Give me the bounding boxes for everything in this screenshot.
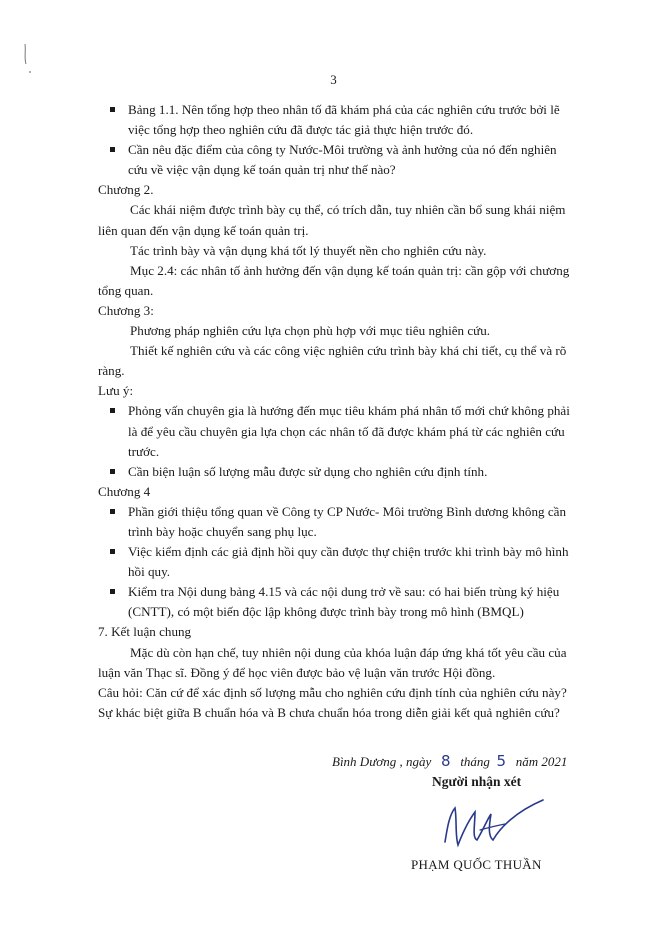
section-heading <box>98 482 603 502</box>
bullet-item <box>98 100 603 140</box>
text-line: liên quan đến vận dụng kế toán quản trị. <box>98 222 309 238</box>
date-month: 5 <box>496 752 506 770</box>
section-heading <box>98 381 603 401</box>
bullet-item <box>98 462 603 482</box>
text-line: trước. <box>128 443 160 459</box>
paragraph <box>98 241 603 261</box>
text-line: trình bày hoặc chuyển sang phụ lục. <box>128 523 317 539</box>
text-line: Phỏng vấn chuyên gia là hướng đến mục tiêu khám phá nhân tố mới chứ không phải <box>128 403 570 419</box>
text-line: Câu hỏi: Căn cứ để xác định số lượng mẫu cho nghiên cứu định tính của nghiên cứu này? <box>98 684 567 700</box>
text-line: hồi quy. <box>128 564 171 580</box>
text-line: Bảng 1.1. Nên tổng hợp theo nhân tố đã khám phá của các nghiên cứu trước bởi lẽ <box>128 102 560 117</box>
paragraph <box>98 261 603 301</box>
paragraph <box>98 341 603 381</box>
page-number: 3 <box>330 72 337 87</box>
text-line: Chương 3: <box>98 302 154 318</box>
reviewer-name: PHẠM QUỐC THUẦN <box>411 857 542 872</box>
date-day-label: , ngày <box>399 754 432 769</box>
text-line: là để yêu cầu chuyên gia lựa chọn các nhân tố đã được khám phá từ các nghiên cứu <box>128 423 565 439</box>
text-line: ràng. <box>98 363 125 379</box>
text-line: Cần nêu đặc điểm của công ty Nước-Môi trường và ảnh hưởng của nó đến nghiên <box>128 142 557 158</box>
section-heading <box>98 301 603 321</box>
text-line: Phần giới thiệu tổng quan về Công ty CP Nước- Môi trường Bình dương không cần <box>128 503 567 519</box>
date-place: Bình Dương <box>332 754 397 769</box>
paragraph <box>98 321 603 341</box>
scan-artifact-mark <box>22 42 34 76</box>
bullet-item <box>98 401 603 461</box>
text-line: tổng quan. <box>98 282 154 298</box>
bullet-square-icon <box>110 589 115 594</box>
text-line: 7. Kết luận chung <box>98 624 192 640</box>
paragraph <box>98 200 603 240</box>
text-line: Các khái niệm được trình bày cụ thể, có trích dẫn, tuy nhiên cần bổ sung khái niệm <box>130 202 566 218</box>
text-line: Chương 4 <box>98 483 151 499</box>
bullet-item <box>98 582 603 622</box>
text-line: việc tổng hợp theo nghiên cứu đã được tác giả thực hiện trước đó. <box>128 122 474 138</box>
text-line: Lưu ý: <box>98 383 134 399</box>
text-line: Tác trình bày và vận dụng khá tốt lý thuyết nền cho nghiên cứu này. <box>130 242 487 258</box>
date-day: 8 <box>441 752 451 770</box>
section-heading <box>98 622 603 642</box>
bullet-item <box>98 140 603 180</box>
bullet-item <box>98 542 603 582</box>
text-line: Phương pháp nghiên cứu lựa chọn phù hợp với mục tiêu nghiên cứu. <box>130 323 491 339</box>
signature-date <box>332 752 567 770</box>
text-line: Kiểm tra Nội dung bảng 4.15 và các nội dung trở về sau: có hai biến trùng ký hiệu <box>128 584 560 600</box>
date-month-label: tháng <box>460 754 490 769</box>
bullet-square-icon <box>110 408 115 413</box>
question-paragraph <box>98 683 603 723</box>
bullet-square-icon <box>110 147 115 152</box>
bullet-item <box>98 502 603 542</box>
text-line: luận văn Thạc sĩ. Đồng ý để học viên được bảo vệ luận văn trước Hội đồng. <box>98 664 496 680</box>
handwritten-signature <box>425 790 555 860</box>
text-line: Chương 2. <box>98 182 154 198</box>
text-line: Thiết kế nghiên cứu và các công việc nghiên cứu trình bày khá chi tiết, cụ thể và rõ <box>130 343 567 359</box>
bullet-square-icon <box>110 107 115 112</box>
reviewer-label: Người nhận xét <box>432 774 522 789</box>
text-line: Mặc dù còn hạn chế, tuy nhiên nội dung của khóa luận đáp ứng khá tốt yêu cầu của <box>130 644 567 660</box>
text-line: (CNTT), có một biến độc lập không được trình bày trong mô hình (BMQL) <box>128 604 524 620</box>
text-line: Việc kiểm định các giả định hồi quy cần được thự chiện trước khi trình bày mô hình <box>128 544 569 560</box>
date-year-label: năm 2021 <box>515 754 568 769</box>
text-line: Sự khác biệt giữa B chuẩn hóa và B chưa chuẩn hóa trong diễn giải kết quả nghiên cứu? <box>98 704 560 720</box>
bullet-square-icon <box>110 549 115 554</box>
bullet-square-icon <box>110 469 115 474</box>
text-line: Cần biện luận số lượng mẫu được sử dụng cho nghiên cứu định tính. <box>128 463 488 479</box>
bullet-square-icon <box>110 509 115 514</box>
paragraph <box>98 643 603 683</box>
text-line: cứu về việc vận dụng kế toán quản trị như thế nào? <box>128 162 396 178</box>
text-line: Mục 2.4: các nhân tố ảnh hưởng đến vận dụng kế toán quản trị: cần gộp với chương <box>130 262 570 278</box>
review-content <box>98 100 603 723</box>
section-heading <box>98 180 603 200</box>
